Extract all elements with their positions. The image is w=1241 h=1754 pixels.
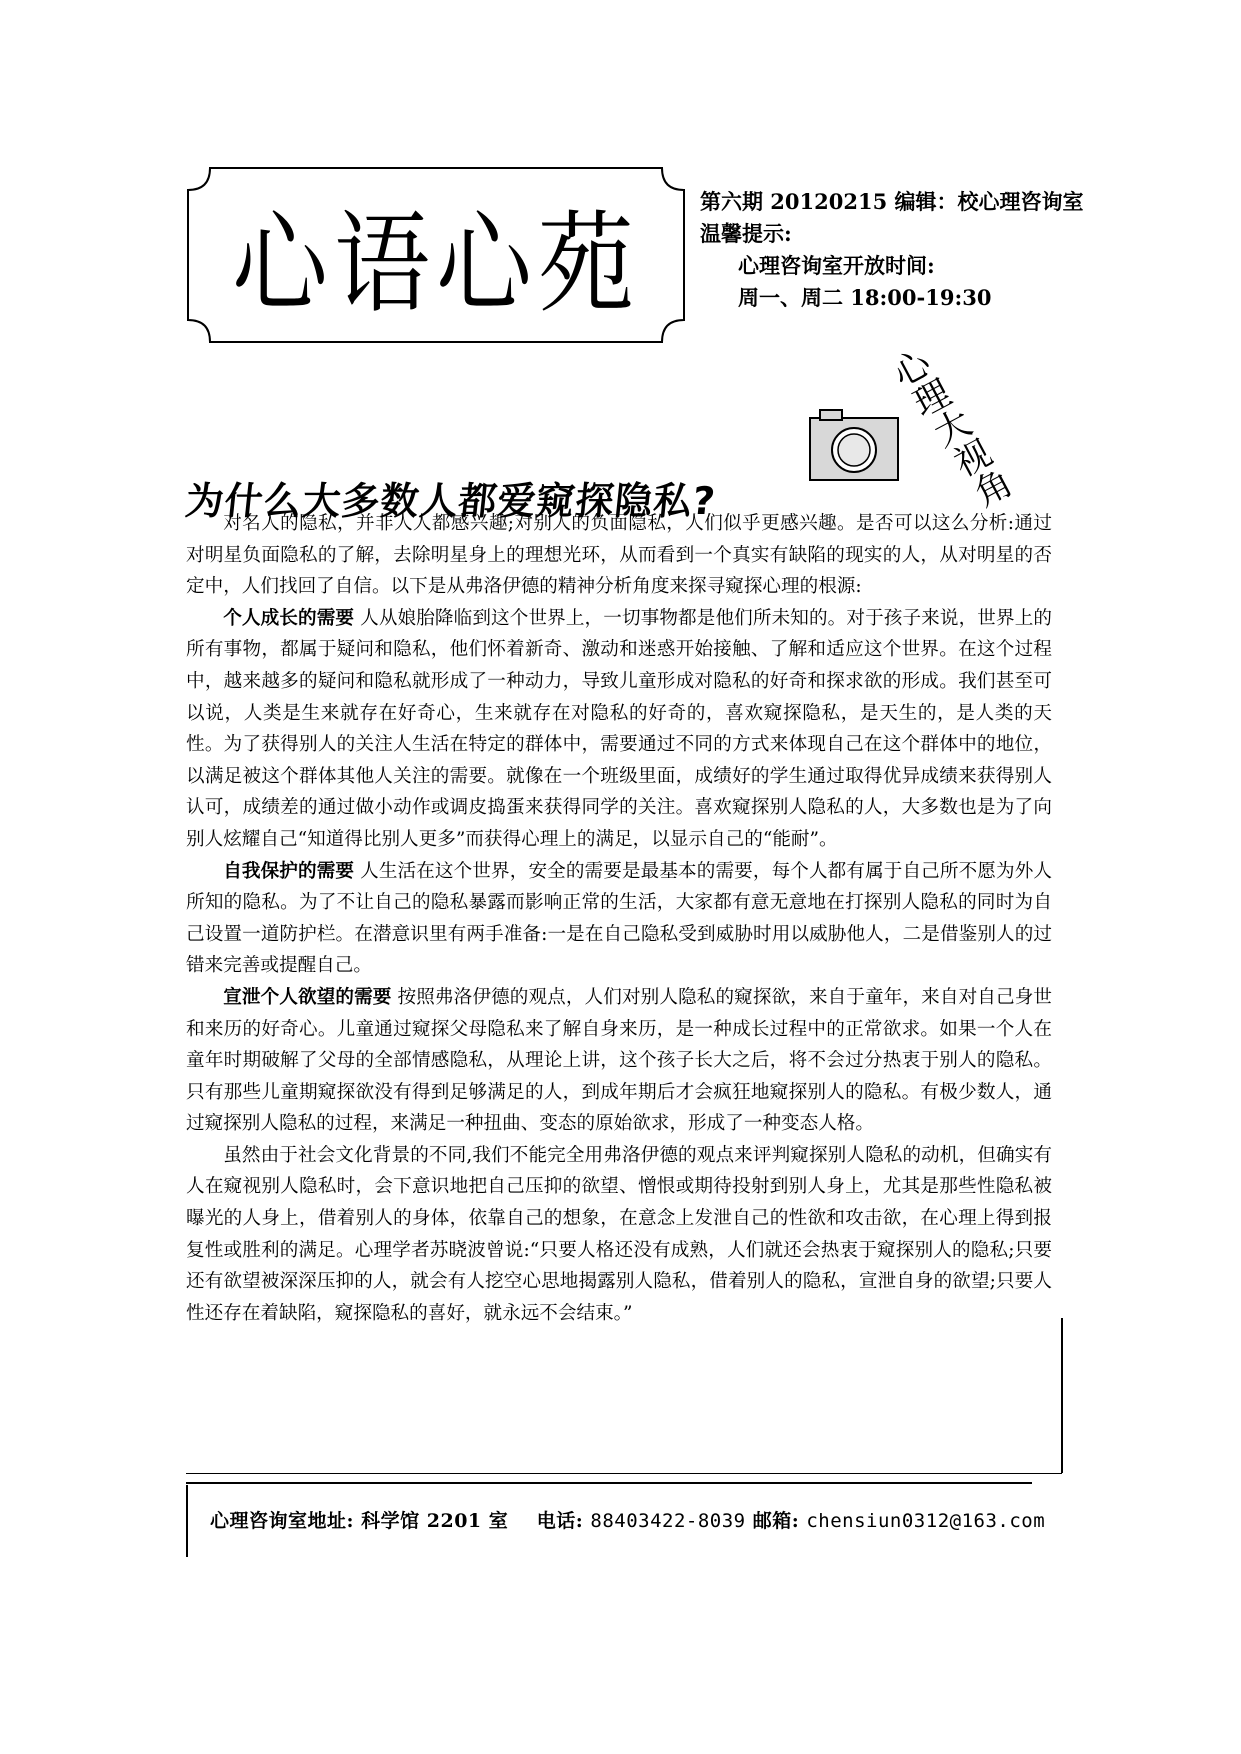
article-body [186,508,1052,1329]
issue-info [700,186,1100,314]
frame-line-under [186,1473,1062,1474]
section-paragraph [186,856,1052,982]
section-heading: 个人成长的需要 [223,607,355,629]
section-heading: 自我保护的需要 [223,860,355,882]
tag-char: 心 [886,342,938,396]
issue-line: 第六期 20120215 编辑：校心理咨询室 [700,189,1084,214]
intro-paragraph: 对名人的隐私，并非人人都感兴趣;对别人的负面隐私，人们似乎更感兴趣。是否可以这么分析:通过对明星负面隐私的了解，去除明星身上的理想光环，从而看到一个真实有缺陷的现实的人，从对明星的否定中，人们找回了自信。以下是从弗洛伊德的精神分析角度来探寻窥探心理的根源: [186,513,1052,598]
hours-value: 周一、周二 18:00-19:30 [738,285,992,310]
tag-char: 大 [927,402,979,456]
address-value: 科学馆 2201 室 [361,1510,509,1532]
email-value: chensiun0312@163.com [806,1510,1046,1532]
section-text: 人生活在这个世界，安全的需要是最基本的需要，每个人都有属于自己所不愿为外人所知的隐私。为了不让自己的隐私暴露而影响正常的生活，大家都有意无意地在打探别人隐私的同时为自己设置一道防护栏。在潜意识里有两手准备:一是在自己隐私受到威胁时用以威胁他人，二是借鉴别人的过错来完善或提醒自己。 [186,860,1052,977]
hours-label: 心理咨询室开放时间: [738,253,935,278]
tip-label: 温馨提示: [700,221,792,246]
frame-line-left [186,1485,188,1557]
frame-line-right [1061,1318,1063,1473]
masthead-frame [186,166,686,344]
email-label: 邮箱: [752,1510,800,1532]
phone-value: 88403422-8039 [590,1510,746,1532]
masthead-title: 心语心苑 [232,199,640,329]
conclusion-paragraph: 虽然由于社会文化背景的不同,我们不能完全用弗洛伊德的观点来评判窥探别人隐私的动机，但确实有人在窥视别人隐私时，会下意识地把自己压抑的欲望、憎恨或期待投射到别人身上，尤其是那些性隐私被曝光的人身上，借着别人的身体，依靠自己的想象，在意念上发泄自己的性欲和攻击欲，在心理上得到报复性或胜利的满足。心理学者苏晓波曾说:“只要人格还没有成熟，人们就还会热衷于窥探别人的隐私;只要还有欲望被深深压抑的人，就会有人挖空心思地揭露别人隐私，借着别人的隐私，宣泄自身的欲望;只要人性还存在着缺陷，窥探隐私的喜好，就永远不会结束。” [186,1144,1052,1324]
address-label: 心理咨询室地址: [210,1510,355,1532]
contact-footer [210,1506,1045,1533]
article-title: 为什么大多数人都爱窥探隐私? [183,479,718,523]
section-paragraph [186,603,1052,856]
section-text: 人从娘胎降临到这个世界上，一切事物都是他们所未知的。对于孩子来说，世界上的所有事物，都属于疑问和隐私，他们怀着新奇、激动和迷惑开始接触、了解和适应这个世界。在这个过程中，越来越多的疑问和隐私就形成了一种动力，导致儿童形成对隐私的好奇和探求欲的形成。我们甚至可以说，人类是生来就存在好奇心，生来就存在对隐私的好奇的，喜欢窥探隐私，是天生的，是人类的天性。为了获得别人的关注人生活在特定的群体中，需要通过不同的方式来体现自己在这个群体中的地位，以满足被这个群体其他人关注的需要。就像在一个班级里面，成绩好的学生通过取得优异成绩来获得别人认可，成绩差的通过做小动作或调皮捣蛋来获得同学的关注。喜欢窥探别人隐私的人，大多数也是为了向别人炫耀自己“知道得比别人更多”而获得心理上的满足，以显示自己的“能耐”。 [186,607,1052,850]
tag-char: 视 [947,432,999,486]
tag-char: 理 [907,372,959,426]
tag-char: 角 [968,462,1020,516]
section-paragraph [186,982,1052,1140]
section-text: 按照弗洛伊德的观点，人们对别人隐私的窥探欲，来自于童年，来自对自己身世和来历的好奇心。儿童通过窥探父母隐私来了解自身来历，是一种成长过程中的正常欲求。如果一个人在童年时期破解了父母的全部情感隐私，从理论上讲，这个孩子长大之后，将不会过分热衷于别人的隐私。只有那些儿童期窥探欲没有得到足够满足的人，到成年期后才会疯狂地窥探别人的隐私。有极少数人，通过窥探别人隐私的过程，来满足一种扭曲、变态的原始欲求，形成了一种变态人格。 [186,986,1052,1135]
perspective-tag [888,338,1018,521]
section-heading: 宣泄个人欲望的需要 [223,986,392,1008]
phone-label: 电话: [536,1510,584,1532]
camera-icon [808,404,900,482]
frame-line-bottom [186,1482,1032,1484]
